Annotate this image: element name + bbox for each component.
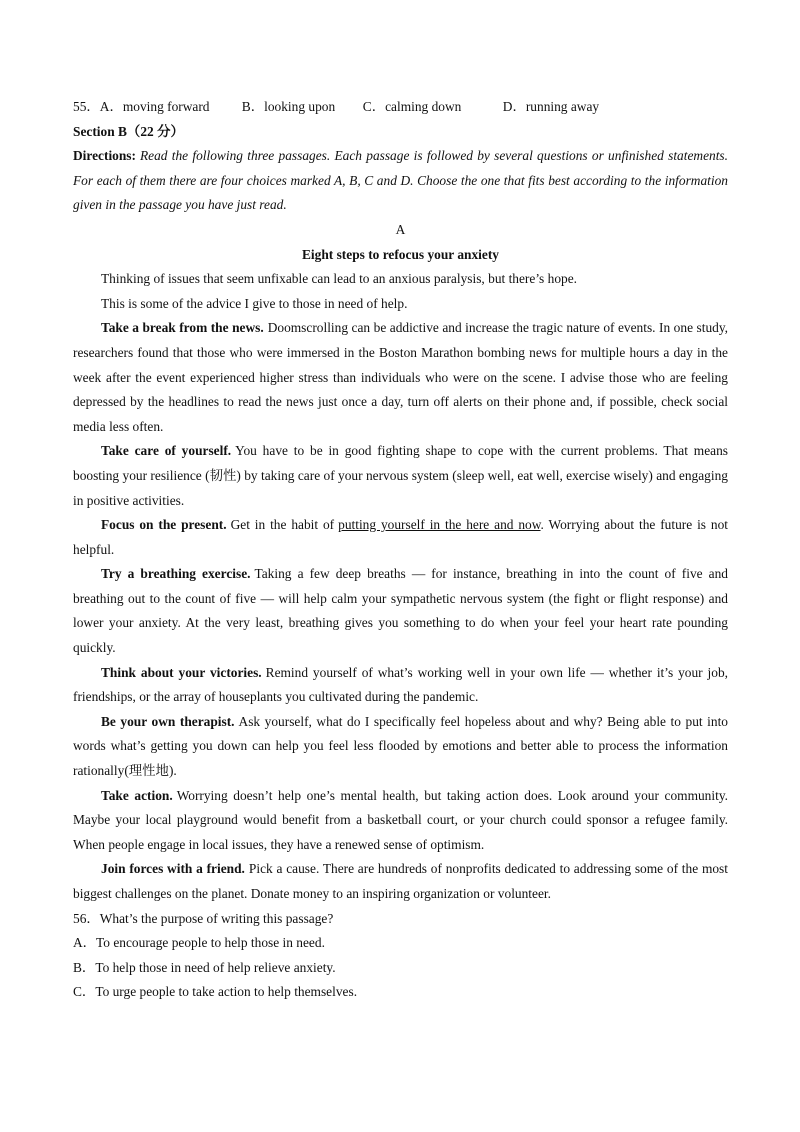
intro-paragraph: This is some of the advice I give to those in need of help.: [101, 295, 408, 311]
directions-label: Directions:: [73, 148, 136, 164]
step-heading: Think about your victories.: [101, 664, 262, 680]
option-c: C．calming down: [362, 99, 462, 114]
step-heading: Focus on the present.: [101, 517, 227, 533]
section-title: Section B（22 分）: [73, 123, 184, 139]
directions: [73, 144, 728, 218]
underlined-phrase: putting yourself in the here and now: [338, 517, 541, 533]
step-text: Pick a cause. There are hundreds of nonprofits dedicated to addressing some of the most biggest challenges on the planet. Donate money to an inspiring organization or volunteer.: [73, 861, 728, 901]
directions-text: Read the following three passages. Each passage is followed by several questions or unfinished statements. For each of them there are four choices marked A, B, C and D. Choose the one that fits best according to the information given in the passage you have just read.: [73, 148, 728, 213]
passage-letter: A: [395, 221, 406, 237]
step-heading: Take a break from the news.: [101, 320, 264, 336]
step-paragraph: [73, 784, 728, 858]
step-heading: Join forces with a friend.: [101, 861, 245, 877]
step-heading: Take action.: [101, 787, 173, 803]
step-paragraph: [73, 562, 728, 660]
exam-page: [73, 95, 728, 1005]
step-text: Doomscrolling can be addictive and increase the tragic nature of events. In one study, researchers found that those who were immersed in the Boston Marathon bombing news for multiple hours a day in the week after the event experienced higher stress than individuals who were on the scene. I advise those who are feeling depressed by the headlines to read the news just once a day, turn off alerts on their phone and, if possible, check social media less often.: [73, 320, 729, 434]
step-text: Ask yourself, what do I specifically feel hopeless about and why? Being able to put into words what’s getting you down can help you feel less flooded by emotions and better able to process the information rationally(理性地).: [73, 713, 728, 779]
step-paragraph: [73, 710, 728, 784]
option-d: D．running away: [502, 99, 600, 114]
step-text: Get in the habit of: [230, 517, 335, 533]
step-heading: Be your own therapist.: [101, 713, 235, 729]
step-paragraph: [73, 857, 728, 906]
step-text: . Worrying about the future is not helpful.: [73, 517, 728, 557]
question-55-number: 55: [73, 99, 87, 114]
option-b: B．looking upon: [241, 99, 336, 114]
step-text: Taking a few deep breaths — for instance, breathing in into the count of five and breathing out to the count of five — will help calm your sympathetic nervous system (the fight or flight response) and lower your anxiety. At the very least, breathing gives you something to do when your feel your heart rate pounding quickly.: [73, 566, 728, 656]
question-56-stem: 56．What’s the purpose of writing this passage?: [73, 910, 334, 926]
step-text: Worrying doesn’t help one’s mental health, but taking action does. Look around your community. Maybe your local playground would benefit from a basketball court, or your church could sponsor a refugee family. When people engage in local issues, they have a renewed sense of optimism.: [73, 787, 728, 852]
step-text: Remind yourself of what’s working well in your own life — whether it’s your job, friendships, or the array of houseplants you cultivated during the pandemic.: [73, 664, 728, 705]
step-paragraph: [73, 661, 728, 710]
passage-title: Eight steps to refocus your anxiety: [301, 246, 499, 262]
option-a: A．moving forward: [99, 99, 210, 114]
step-heading: Take care of yourself.: [101, 443, 232, 459]
question-56-option: B．To help those in need of help relieve anxiety.: [73, 959, 336, 975]
step-text: You have to be in good fighting shape to cope with the current problems. That means boosting your resilience (韧性) by taking care of your nervous system (sleep well, eat well, exercise wisely) and engaging in positive activities.: [73, 443, 728, 508]
question-56-option: A．To encourage people to help those in need.: [73, 935, 325, 951]
step-heading: Try a breathing exercise.: [101, 566, 251, 582]
step-paragraph: [73, 316, 728, 439]
intro-paragraph: Thinking of issues that seem unfixable can lead to an anxious paralysis, but there’s hope.: [101, 271, 577, 287]
question-56-option: C．To urge people to take action to help themselves.: [73, 984, 358, 1000]
step-paragraph: [73, 439, 728, 513]
question-55: 55．A．moving forward B．looking upon C．calming down D．running away: [73, 95, 728, 120]
step-paragraph: [73, 513, 728, 562]
